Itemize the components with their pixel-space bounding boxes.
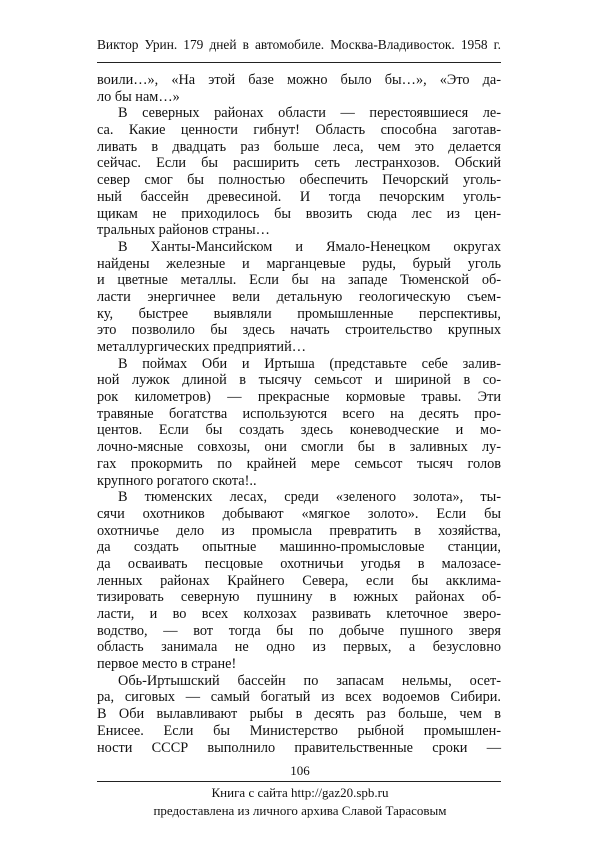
text-line: гах прокормить по крайней мере семьсот тысяч голов bbox=[97, 455, 501, 472]
text-line: север смог бы полностью обеспечить Печорский уголь- bbox=[97, 172, 501, 189]
text-line: В Ханты-Мансийском и Ямало-Ненецком округах bbox=[118, 238, 501, 255]
text-line: область занимала не одно из первых, а безусловно bbox=[97, 639, 501, 656]
text-line: В тюменских лесах, среди «зеленого золота», ты- bbox=[118, 489, 501, 506]
text-line: сейчас. Если бы расширить сеть лестранхозов. Обский bbox=[97, 155, 501, 172]
text-line: лочно-мясные совхозы, они смогли бы в заливных лу- bbox=[97, 439, 501, 456]
text-line: В северных районах области — перестоявшиеся ле- bbox=[118, 105, 501, 122]
text-line: са. Какие ценности гибнут! Область способна заготав- bbox=[97, 122, 501, 139]
text-line: да создать опытные машинно-промысловые станции, bbox=[97, 539, 501, 556]
footer-credit: предоставлена из личного архива Славой Тарасовым bbox=[153, 803, 447, 818]
text-line: ласти, и во всех колхозах развивать клеточное зверо- bbox=[97, 606, 501, 622]
text-line: ливать в двадцать раз больше леса, чем это делается bbox=[97, 138, 501, 155]
text-line: и цветные металлы. Если бы на западе Тюменской об- bbox=[97, 272, 501, 289]
text-line: тизировать северную пушнину в южных районах об- bbox=[97, 589, 501, 606]
text-line: первое место в стране! bbox=[97, 656, 237, 673]
text-line: ный бассейн древесиной. И тогда печорским уголь- bbox=[97, 188, 501, 205]
text-line: центов. Если бы создать здесь коневодческие и мо- bbox=[97, 422, 501, 439]
text-line: рок километров) — прекрасные кормовые травы. Эти bbox=[97, 389, 501, 406]
text-line: ло бы нам…» bbox=[97, 88, 180, 105]
text-line: ра, сиговых — самый богатый из всех водоемов Сибири. bbox=[97, 689, 501, 706]
footer-source: Книга с сайта http://gaz20.spb.ru bbox=[211, 785, 389, 800]
footer-divider bbox=[97, 781, 501, 782]
text-line: травяные богатства используются всего на десять про- bbox=[97, 405, 501, 422]
text-line: В Оби вылавливают рыбы в десять раз больше, чем в bbox=[97, 706, 501, 723]
text-line: охотничье дело из промысла превратить в хозяйства, bbox=[97, 522, 501, 539]
text-line: В поймах Оби и Иртыша (представьте себе залив- bbox=[118, 355, 501, 372]
text-line: металлургических предприятий… bbox=[97, 339, 307, 355]
text-line: ности СССР выполнило правительственные сроки — bbox=[97, 739, 501, 756]
text-line: ной лужок длиной в тысячу семьсот и шириной в со- bbox=[97, 372, 501, 389]
page-number: 106 bbox=[290, 763, 310, 778]
text-line: ласти энергичнее вели детальную геологическую съем- bbox=[97, 288, 501, 305]
text-line: крупного рогатого скота!.. bbox=[97, 472, 257, 489]
text-line: найдены железные и марганцевые руды, бурый уголь bbox=[97, 255, 501, 272]
text-line: тральных районов страны… bbox=[97, 222, 270, 239]
running-header: Виктор Урин. 179 дней в автомобиле. Москва-Владивосток. 1958 г. bbox=[97, 37, 501, 52]
body-text bbox=[97, 72, 501, 756]
text-line: водство, — вот тогда бы по добыче пушного зверя bbox=[97, 622, 501, 639]
text-line: воили…», «На этой базе можно было бы…», «Это да- bbox=[97, 72, 501, 88]
text-line: щикам не приходилось бы ввозить сюда лес из цен- bbox=[97, 205, 501, 222]
text-line: Обь-Иртышский бассейн по запасам нельмы, осет- bbox=[118, 672, 501, 689]
text-line: это позволило бы здесь начать строительство крупных bbox=[97, 322, 501, 339]
text-line: ленных районах Крайнего Севера, если бы акклима- bbox=[97, 572, 501, 589]
text-line: Енисее. Если бы Министерство рыбной промышлен- bbox=[97, 722, 501, 739]
text-line: ку, быстрее выявляли промышленные перспективы, bbox=[97, 305, 501, 322]
text-line: сячи охотников добывают «мягкое золото». Если бы bbox=[97, 505, 501, 522]
header-divider bbox=[97, 62, 501, 63]
text-line: да осваивать песцовые охотничьи угодья в малозасе- bbox=[97, 555, 501, 572]
